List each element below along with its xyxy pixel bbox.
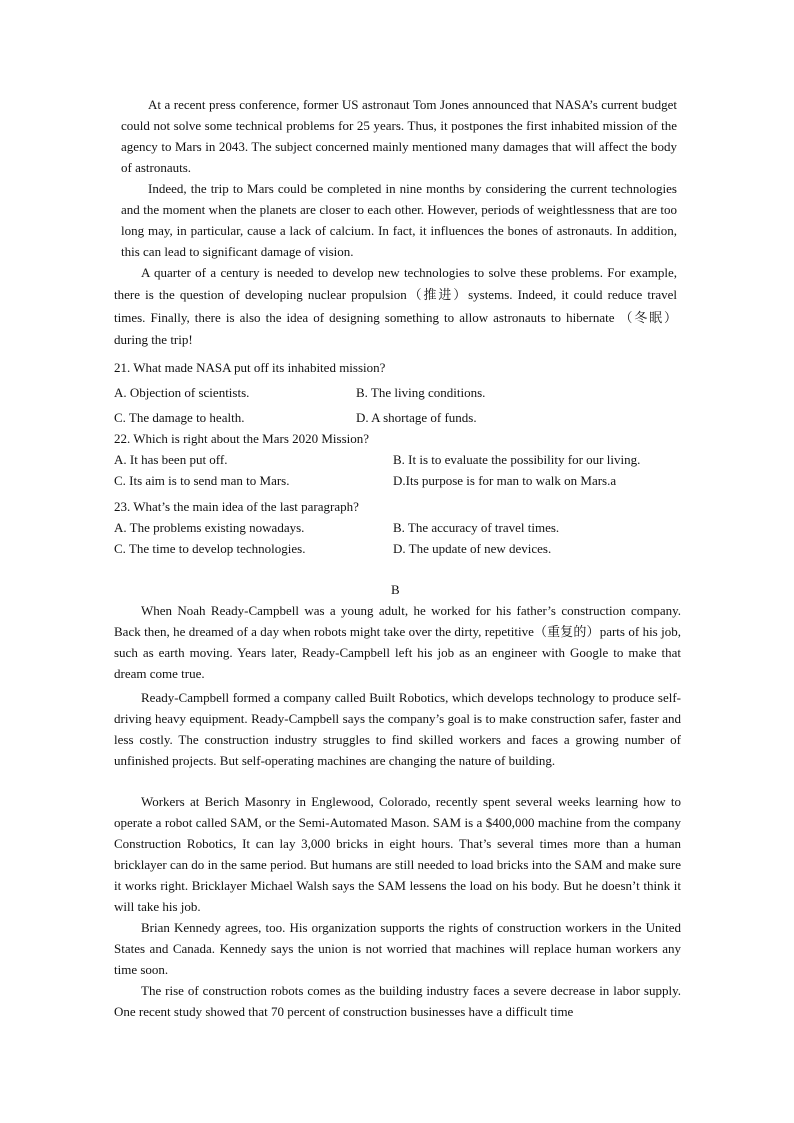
question-21-option-d: D. A shortage of funds.	[356, 410, 477, 425]
passage-paragraph-2: Indeed, the trip to Mars could be completed in nine months by considering the current technologies and the moment when the planets are closer to each other. However, periods of weightlessness that are too long may, in particular, cause a lack of calcium. In fact, it influences the bones of astronauts. In addition, this can lead to significant damage of vision.	[121, 181, 677, 259]
section-b-title: B	[391, 582, 400, 597]
question-23-option-d: D. The update of new devices.	[393, 541, 552, 556]
question-23-option-c: C. The time to develop technologies.	[114, 541, 306, 556]
question-23-option-b: B. The accuracy of travel times.	[393, 520, 560, 535]
question-21-option-c: C. The damage to health.	[114, 410, 245, 425]
section-b-paragraph-4: Brian Kennedy agrees, too. His organization supports the rights of construction workers in the United States and Canada. Kennedy says the union is not worried that machines will replace human workers any time soon.	[114, 920, 681, 977]
section-b-paragraph-5: The rise of construction robots comes as the building industry faces a severe decrease in labor supply. One recent study showed that 70 percent of construction businesses have a difficult time	[114, 983, 681, 1019]
question-21-option-b: B. The living conditions.	[356, 385, 486, 400]
question-22-option-c: C. Its aim is to send man to Mars.	[114, 473, 290, 488]
question-21-option-a: A. Objection of scientists.	[114, 385, 250, 400]
question-22-stem: 22. Which is right about the Mars 2020 Mission?	[114, 431, 370, 446]
section-b-paragraph-3: Workers at Berich Masonry in Englewood, Colorado, recently spent several weeks learning how to operate a robot called SAM, or the Semi-Automated Mason. SAM is a $400,000 machine from the company Construction Robotics, It can lay 3,000 bricks in eight hours. That’s several times more than a human bricklayer can do in the same period. But humans are still needed to load bricks into the SAM and make sure it works right. Bricklayer Michael Walsh says the SAM lessens the load on his body. But he doesn’t think it will take his job.	[114, 794, 681, 914]
section-b-paragraph-1: When Noah Ready-Campbell was a young adult, he worked for his father’s construction company. Back then, he dreamed of a day when robots might take over the dirty, repetitive（重复的）parts of his job, such as earth moving. Years later, Ready-Campbell left his job as an engineer with Google to make that dream come true.	[114, 603, 681, 681]
question-22-option-d: D.Its purpose is for man to walk on Mars.a	[393, 473, 617, 488]
question-23-stem: 23. What’s the main idea of the last paragraph?	[114, 499, 359, 514]
passage-paragraph-1: At a recent press conference, former US astronaut Tom Jones announced that NASA’s current budget could not solve some technical problems for 25 years. Thus, it postpones the first inhabited mission of the agency to Mars in 2043. The subject concerned mainly mentioned many damages that will affect the body of astronauts.	[121, 97, 677, 175]
section-b-paragraph-2: Ready-Campbell formed a company called Built Robotics, which develops technology to produce self-driving heavy equipment. Ready-Campbell says the company’s goal is to make construction safer, faster and less costly. The construction industry struggles to find skilled workers and faces a growing number of unfinished projects. But self-operating machines are changing the nature of building.	[114, 690, 681, 768]
question-21-stem: 21. What made NASA put off its inhabited mission?	[114, 360, 386, 375]
passage-paragraph-3: A quarter of a century is needed to develop new technologies to solve these problems. For example, there is the question of developing nuclear propulsion（推进）systems. Indeed, it could reduce travel times. Finally, there is also the idea of designing something to allow astronauts to hibernate （冬眠） during the trip!	[114, 265, 677, 347]
question-23-option-a: A. The problems existing nowadays.	[114, 520, 305, 535]
question-22-option-a: A. It has been put off.	[114, 452, 228, 467]
question-22-option-b: B. It is to evaluate the possibility for our living.	[393, 452, 641, 467]
